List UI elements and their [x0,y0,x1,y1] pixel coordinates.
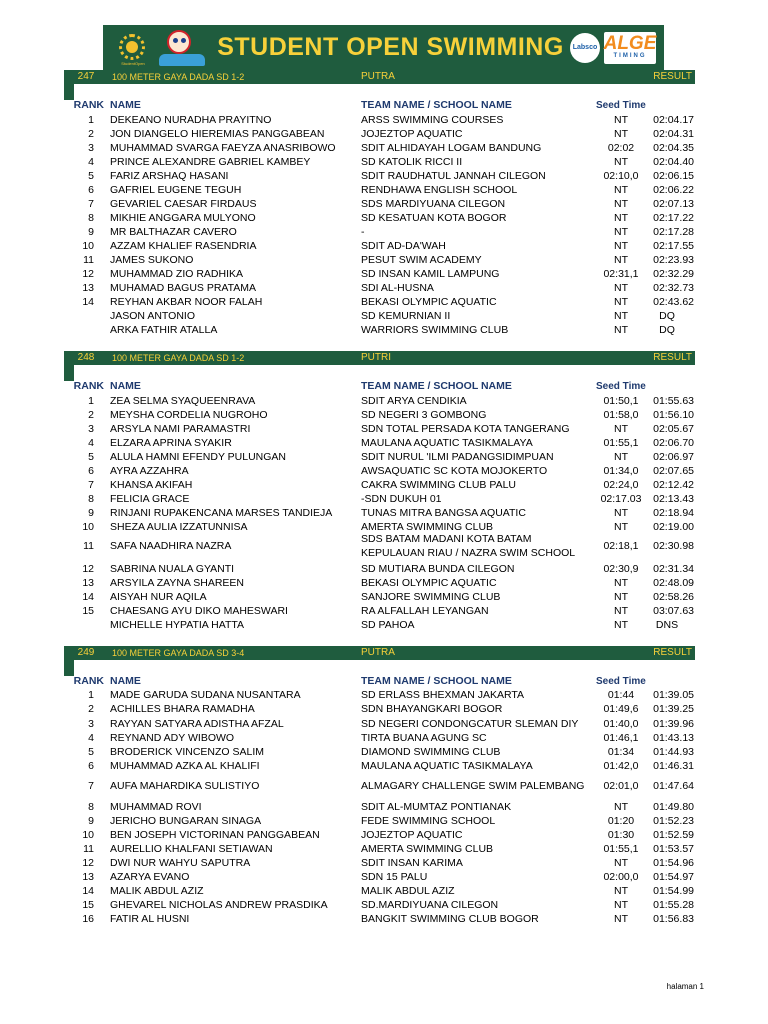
swimmer-name-cell: AURELLIO KHALFANI SETIAWAN [110,843,273,855]
event-banner [103,25,664,70]
rank-cell: 5 [88,746,94,758]
result-time-cell: 01:39.96 [653,718,694,730]
result-time-cell: 01:39.25 [653,703,694,715]
rank-cell: 12 [82,563,94,575]
rank-cell: 11 [83,254,94,266]
swimmer-name-cell: ZEA SELMA SYAQUEENRAVA [110,395,256,407]
result-time-cell: 01:55.28 [653,899,694,911]
student-open-logo: StudentOpen [115,30,151,66]
seed-time-cell: NT [614,282,628,294]
team-cell: SDIT AD-DA'WAH [361,240,446,252]
swimmer-name-cell: PRINCE ALEXANDRE GABRIEL KAMBEY [110,156,311,168]
team-column-header: TEAM NAME / SCHOOL NAME [361,675,512,687]
seed-time-cell: NT [614,114,628,126]
swimmer-name-cell: AUFA MAHARDIKA SULISTIYO [110,780,260,792]
rank-cell: 3 [88,423,94,435]
seed-time-cell: NT [614,212,628,224]
team-cell: ARSS SWIMMING COURSES [361,114,504,126]
seed-time-cell: 02:01,0 [603,780,639,792]
swimmer-name-cell: MR BALTHAZAR CAVERO [110,226,237,238]
rank-cell: 10 [82,240,94,252]
rank-cell: 6 [88,760,94,772]
team-cell: SD NEGERI 3 GOMBONG [361,409,487,421]
result-label: RESULT [653,71,692,82]
swimmer-name-cell: MADE GARUDA SUDANA NUSANTARA [110,689,301,701]
swimmer-name-cell: REYHAN AKBAR NOOR FALAH [110,296,263,308]
team-cell: AWSAQUATIC SC KOTA MOJOKERTO [361,465,548,477]
rank-cell: 6 [88,465,94,477]
team-cell: SD KATOLIK RICCI II [361,156,463,168]
result-time-cell: 02:17.22 [653,212,694,224]
rank-cell: 7 [88,479,94,491]
seed-time-cell: 01:58,0 [603,409,639,421]
seed-time-cell: 01:46,1 [603,732,639,744]
result-time-cell: 02:23.93 [653,254,694,266]
rank-cell: 9 [88,507,94,519]
name-column-header: NAME [110,380,141,392]
swimmer-name-cell: MICHELLE HYPATIA HATTA [110,619,244,631]
team-cell: BEKASI OLYMPIC AQUATIC [361,296,497,308]
result-time-cell: 02:31.34 [653,563,694,575]
rank-cell: 5 [88,451,94,463]
team-cell: SDIT AL-MUMTAZ PONTIANAK [361,801,512,813]
seed-time-cell: NT [614,184,628,196]
rank-column-header: RANK [73,675,104,687]
event-number: 249 [77,647,95,658]
team-cell: SDIT NURUL 'ILMI PADANGSIDIMPUAN [361,451,554,463]
result-time-cell: DQ [659,310,675,322]
rank-cell: 11 [83,540,94,552]
page-number: halaman 1 [666,982,704,991]
team-cell: SD INSAN KAMIL LAMPUNG [361,268,500,280]
result-time-cell: 02:05.67 [653,423,694,435]
event-accent-strip [64,660,74,676]
swimmer-name-cell: AZZAM KHALIEF RASENDRIA [110,240,257,252]
seed-column-header: Seed Time [596,100,646,111]
team-cell: BEKASI OLYMPIC AQUATIC [361,577,497,589]
rank-cell: 12 [82,857,94,869]
swimmer-name-cell: SHEZA AULIA IZZATUNNISA [110,521,248,533]
team-cell: FEDE SWIMMING SCHOOL [361,815,496,827]
result-time-cell: 02:04.35 [653,142,694,154]
swimmer-name-cell: BEN JOSEPH VICTORINAN PANGGABEAN [110,829,320,841]
seed-time-cell: NT [614,156,628,168]
seed-time-cell: 01:55,1 [603,843,639,855]
seed-time-cell: NT [614,310,628,322]
rank-cell: 7 [88,198,94,210]
team-cell: SDIT RAUDHATUL JANNAH CILEGON [361,170,546,182]
team-cell: SDN TOTAL PERSADA KOTA TANGERANG [361,423,570,435]
team-cell: -SDN DUKUH 01 [361,493,442,505]
seed-time-cell: 01:44 [607,689,635,701]
seed-time-cell: NT [614,451,628,463]
seed-time-cell: 01:55,1 [603,437,639,449]
event-category: PUTRA [361,647,395,658]
team-cell: SD KEMURNIAN II [361,310,451,322]
team-cell: TIRTA BUANA AGUNG SC [361,732,487,744]
team-cell: SDS MARDIYUANA CILEGON [361,198,506,210]
result-time-cell: 02:12.42 [653,479,694,491]
team-cell: SDIT ARYA CENDIKIA [361,395,467,407]
swimmer-name-cell: JON DIANGELO HIEREMIAS PANGGABEAN [110,128,325,140]
rank-cell: 1 [88,114,94,126]
team-cell: WARRIORS SWIMMING CLUB [361,324,509,336]
result-time-cell: 02:19.00 [653,521,694,533]
seed-time-cell: NT [614,885,628,897]
rank-cell: 9 [88,815,94,827]
seed-time-cell: 02:30,9 [603,563,639,575]
team-cell: SANJORE SWIMMING CLUB [361,591,501,603]
seed-time-cell: NT [614,857,628,869]
swimmer-name-cell: MEYSHA CORDELIA NUGROHO [110,409,268,421]
team-cell: SD MUTIARA BUNDA CILEGON [361,563,515,575]
result-time-cell: 02:48.09 [653,577,694,589]
result-time-cell: 02:07.13 [653,198,694,210]
rank-cell: 2 [88,703,94,715]
seed-time-cell: 01:40,0 [603,718,639,730]
rank-cell: 15 [82,899,94,911]
seed-time-cell: NT [614,507,628,519]
event-category: PUTRI [361,352,391,363]
seed-time-cell: NT [614,913,628,925]
swimmer-name-cell: SAFA NAADHIRA NAZRA [110,540,232,552]
seed-time-cell: NT [614,324,628,336]
team-cell: DIAMOND SWIMMING CLUB [361,746,501,758]
swimmer-name-cell: MALIK ABDUL AZIZ [110,885,204,897]
team-cell: RENDHAWA ENGLISH SCHOOL [361,184,518,196]
event-number: 248 [77,352,95,363]
result-time-cell: 02:04.40 [653,156,694,168]
rank-cell: 1 [88,395,94,407]
swimmer-name-cell: ELZARA APRINA SYAKIR [110,437,232,449]
swimmer-name-cell: MUHAMMAD SVARGA FAEYZA ANASRIBOWO [110,142,336,154]
rank-cell: 8 [88,493,94,505]
result-time-cell: 01:52.23 [653,815,694,827]
team-cell: MALIK ABDUL AZIZ [361,885,455,897]
result-time-cell: 01:44.93 [653,746,694,758]
result-time-cell: 03:07.63 [653,605,694,617]
result-time-cell: 02:06.70 [653,437,694,449]
name-column-header: NAME [110,99,141,111]
seed-time-cell: 02:10,0 [603,170,639,182]
result-label: RESULT [653,647,692,658]
team-cell: - [361,226,365,238]
rank-cell: 3 [88,142,94,154]
rank-cell: 14 [82,885,94,897]
rank-cell: 13 [82,577,94,589]
seed-time-cell: NT [614,198,628,210]
result-time-cell: 02:58.26 [653,591,694,603]
result-time-cell: 02:06.15 [653,170,694,182]
swimmer-name-cell: BRODERICK VINCENZO SALIM [110,746,265,758]
swimmer-name-cell: MUHAMMAD ZIO RADHIKA [110,268,244,280]
swimmer-name-cell: GEVARIEL CAESAR FIRDAUS [110,198,257,210]
seed-time-cell: 02:00,0 [603,871,639,883]
team-cell: SD KESATUAN KOTA BOGOR [361,212,507,224]
seed-time-cell: NT [614,226,628,238]
result-time-cell: 02:06.22 [653,184,694,196]
banner-title: STUDENT OPEN SWIMMING [217,33,564,61]
swimmer-name-cell: JAMES SUKONO [110,254,194,266]
event-number: 247 [77,71,95,82]
seed-time-cell: NT [614,619,628,631]
seed-time-cell: 01:20 [607,815,635,827]
event-name: 100 METER GAYA DADA SD 1-2 [112,353,245,363]
rank-cell: 4 [88,732,94,744]
rank-column-header: RANK [73,99,104,111]
rank-cell: 13 [82,282,94,294]
rank-cell: 2 [88,409,94,421]
seed-time-cell: 02:24,0 [603,479,639,491]
result-time-cell: 01:43.13 [653,732,694,744]
swimmer-name-cell: GHEVAREL NICHOLAS ANDREW PRASDIKA [110,899,328,911]
team-cell: AMERTA SWIMMING CLUB [361,843,494,855]
result-time-cell: 01:56.10 [653,409,694,421]
seed-time-cell: 01:42,0 [603,760,639,772]
swimmer-name-cell: JERICHO BUNGARAN SINAGA [110,815,262,827]
result-time-cell: 02:04.17 [653,114,694,126]
seed-time-cell: NT [614,254,628,266]
seed-time-cell: NT [614,899,628,911]
seed-time-cell: NT [614,240,628,252]
team-cell: PESUT SWIM ACADEMY [361,254,482,266]
seed-time-cell: NT [614,577,628,589]
swimmer-name-cell: MUHAMAD BAGUS PRATAMA [110,282,257,294]
rank-cell: 8 [88,212,94,224]
result-time-cell: 01:46.31 [653,760,694,772]
result-time-cell: 02:32.29 [653,268,694,280]
rank-cell: 3 [88,718,94,730]
team-cell: CAKRA SWIMMING CLUB PALU [361,479,516,491]
result-label: RESULT [653,352,692,363]
swimmer-name-cell: SABRINA NUALA GYANTI [110,563,235,575]
seed-time-cell: NT [614,423,628,435]
team-cell: JOJEZTOP AQUATIC [361,829,463,841]
team-cell: AMERTA SWIMMING CLUB [361,521,494,533]
team-column-header: TEAM NAME / SCHOOL NAME [361,99,512,111]
event-header-bar [64,70,695,84]
result-time-cell: 01:54.96 [653,857,694,869]
rank-cell: 14 [82,296,94,308]
team-cell: SDS BATAM MADANI KOTA BATAM [361,533,532,545]
team-cell: BANGKIT SWIMMING CLUB BOGOR [361,913,539,925]
result-time-cell: 01:55.63 [653,395,694,407]
swimmer-name-cell: FARIZ ARSHAQ HASANI [110,170,229,182]
rank-cell: 10 [82,521,94,533]
swimmer-mascot-icon [159,28,205,68]
swimmer-name-cell: DWI NUR WAHYU SAPUTRA [110,857,251,869]
result-time-cell: 01:56.83 [653,913,694,925]
team-cell: JOJEZTOP AQUATIC [361,128,463,140]
result-time-cell: 02:17.55 [653,240,694,252]
team-column-header: TEAM NAME / SCHOOL NAME [361,380,512,392]
result-time-cell: 02:04.31 [653,128,694,140]
team-cell: SD.MARDIYUANA CILEGON [361,899,499,911]
rank-cell: 10 [82,829,94,841]
result-time-cell: 01:39.05 [653,689,694,701]
seed-time-cell: NT [614,605,628,617]
event-accent-strip [64,365,74,381]
swimmer-name-cell: RINJANI RUPAKENCANA MARSES TANDIEJA [110,507,333,519]
seed-column-header: Seed Time [596,381,646,392]
result-time-cell: 01:54.99 [653,885,694,897]
result-time-cell: 02:13.43 [653,493,694,505]
rank-cell: 2 [88,128,94,140]
swimmer-name-cell: FELICIA GRACE [110,493,190,505]
swimmer-name-cell: AYRA AZZAHRA [110,465,189,477]
swimmer-name-cell: CHAESANG AYU DIKO MAHESWARI [110,605,288,617]
rank-cell: 9 [88,226,94,238]
event-category: PUTRA [361,71,395,82]
rank-cell: 6 [88,184,94,196]
seed-time-cell: NT [614,128,628,140]
swimmer-name-cell: MUHAMMAD AZKA AL KHALIFI [110,760,260,772]
seed-time-cell: 01:34,0 [603,465,639,477]
result-time-cell: 01:54.97 [653,871,694,883]
event-name: 100 METER GAYA DADA SD 3-4 [112,648,245,658]
result-time-cell: 01:47.64 [653,780,694,792]
swimmer-name-cell: GAFRIEL EUGENE TEGUH [110,184,242,196]
result-time-cell: 01:49.80 [653,801,694,813]
result-time-cell: 02:30.98 [653,540,694,552]
seed-time-cell: 02:17.03 [600,493,642,505]
seed-time-cell: 01:50,1 [603,395,639,407]
team-cell: SDN BHAYANGKARI BOGOR [361,703,503,715]
rank-cell: 11 [83,843,94,855]
seed-time-cell: NT [614,296,628,308]
result-time-cell: 02:06.97 [653,451,694,463]
result-time-cell: 02:43.62 [653,296,694,308]
rank-cell: 7 [88,780,94,792]
seed-time-cell: 01:34 [607,746,635,758]
seed-time-cell: 02:18,1 [603,540,639,552]
rank-cell: 4 [88,437,94,449]
team-cell: TUNAS MITRA BANGSA AQUATIC [361,507,526,519]
rank-cell: 15 [82,605,94,617]
swimmer-name-cell: AISYAH NUR AQILA [110,591,207,603]
team-cell-line2: KEPULAUAN RIAU / NAZRA SWIM SCHOOL [361,547,576,559]
result-time-cell: 02:17.28 [653,226,694,238]
result-time-cell: DNS [655,619,679,631]
swimmer-name-cell: ALULA HAMNI EFENDY PULUNGAN [110,451,287,463]
result-time-cell: DQ [659,324,675,336]
swimmer-name-cell: ARSYILA ZAYNA SHAREEN [110,577,245,589]
rank-cell: 14 [82,591,94,603]
alge-timing-logo: ALGE TIMING [604,32,656,64]
seed-time-cell: 01:49,6 [603,703,639,715]
team-cell: MAULANA AQUATIC TASIKMALAYA [361,437,533,449]
result-time-cell: 02:32.73 [653,282,694,294]
team-cell: SD NEGERI CONDONGCATUR SLEMAN DIY [361,718,579,730]
rank-column-header: RANK [73,380,104,392]
swimmer-name-cell: ARSYLA NAMI PARAMASTRI [110,423,251,435]
team-cell: SDIT INSAN KARIMA [361,857,463,869]
swimmer-name-cell: MUHAMMAD ROVI [110,801,202,813]
name-column-header: NAME [110,675,141,687]
seed-column-header: Seed Time [596,676,646,687]
swimmer-name-cell: FATIR AL HUSNI [110,913,190,925]
event-name: 100 METER GAYA DADA SD 1-2 [112,72,245,82]
rank-cell: 16 [82,913,94,925]
rank-cell: 8 [88,801,94,813]
seed-time-cell: 02:02 [607,142,635,154]
rank-cell: 1 [88,689,94,701]
event-accent-strip [64,84,74,100]
team-cell: SD ERLASS BHEXMAN JAKARTA [361,689,524,701]
swimmer-name-cell: REYNAND ADY WIBOWO [110,732,235,744]
rank-cell: 5 [88,170,94,182]
result-time-cell: 02:07.65 [653,465,694,477]
event-header-bar [64,646,695,660]
swimmer-name-cell: RAYYAN SATYARA ADISTHA AFZAL [110,718,284,730]
team-cell: SD PAHOA [361,619,415,631]
rank-cell: 12 [82,268,94,280]
result-time-cell: 02:18.94 [653,507,694,519]
team-cell: ALMAGARY CHALLENGE SWIM PALEMBANG [361,780,585,792]
swimmer-name-cell: ARKA FATHIR ATALLA [110,324,218,336]
seed-time-cell: 01:30 [607,829,635,841]
team-cell: SDIT ALHIDAYAH LOGAM BANDUNG [361,142,542,154]
swimmer-name-cell: MIKHIE ANGGARA MULYONO [110,212,256,224]
team-cell: SDI AL-HUSNA [361,282,434,294]
seed-time-cell: NT [614,521,628,533]
seed-time-cell: NT [614,801,628,813]
event-header-bar [64,351,695,365]
team-cell: RA ALFALLAH LEYANGAN [361,605,489,617]
swimmer-name-cell: ACHILLES BHARA RAMADHA [110,703,255,715]
swimmer-name-cell: AZARYA EVANO [110,871,190,883]
swimmer-name-cell: DEKEANO NURADHA PRAYITNO [110,114,272,126]
team-cell: SDN 15 PALU [361,871,428,883]
seed-time-cell: NT [614,591,628,603]
seed-time-cell: 02:31,1 [603,268,639,280]
team-cell: MAULANA AQUATIC TASIKMALAYA [361,760,533,772]
swimmer-name-cell: KHANSA AKIFAH [110,479,193,491]
rank-cell: 4 [88,156,94,168]
rank-cell: 13 [82,871,94,883]
result-time-cell: 01:52.59 [653,829,694,841]
swimmer-name-cell: JASON ANTONIO [110,310,195,322]
result-time-cell: 01:53.57 [653,843,694,855]
labsco-logo: Labsco [570,33,600,63]
